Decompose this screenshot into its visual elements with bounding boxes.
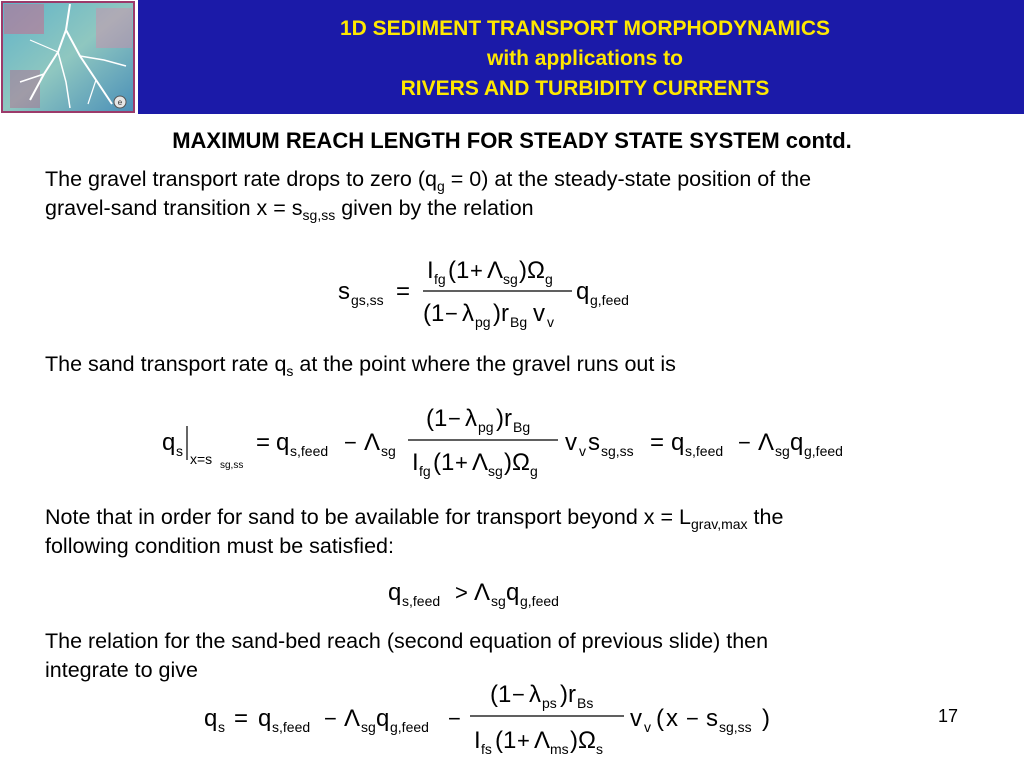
text-run: The sand transport rate q: [45, 352, 287, 376]
subscript: sg,ss: [302, 207, 336, 223]
eq-subscript: g,feed: [804, 443, 843, 459]
eq-subscript: sg: [775, 443, 790, 459]
eq-symbol: q: [576, 278, 590, 305]
eq-operator: >: [455, 580, 468, 605]
eq-symbol: q: [162, 429, 176, 456]
eq-subscript: sg,ss: [601, 443, 634, 459]
paragraph-line: integrate to give: [45, 658, 198, 682]
eq-symbol: λ: [465, 405, 477, 432]
header-line-3: RIVERS AND TURBIDITY CURRENTS: [400, 77, 770, 100]
eq-symbol: (: [448, 257, 456, 284]
eq-operator: =: [396, 278, 411, 305]
paragraph-line: [45, 532, 985, 561]
equation-sand-bed-reach: [200, 676, 800, 771]
eq-symbol: (: [426, 405, 434, 432]
text-run: = 0) at the steady-state position of the: [444, 167, 812, 191]
eq-symbol: (: [423, 300, 431, 327]
paragraph-gravel-rate: [45, 165, 985, 223]
eq-symbol: r: [504, 405, 512, 432]
river-delta-image: [0, 0, 138, 114]
eq-symbol: Λ: [758, 429, 775, 456]
eq-symbol: s: [588, 429, 600, 456]
eq-symbol: 1: [431, 300, 445, 327]
eq-operator: =: [256, 429, 271, 456]
equation-feed-condition: [385, 570, 605, 621]
eq-symbol: r: [501, 300, 509, 327]
logo-badge: e: [117, 98, 123, 107]
eq-subscript: v: [579, 443, 586, 459]
eq-operator: =: [234, 705, 249, 732]
text-run: at the point where the gravel runs out is: [293, 352, 676, 376]
eq-subscript: g: [545, 271, 553, 287]
eq-operator: −: [686, 706, 699, 731]
eq-symbol: Ω: [512, 449, 530, 476]
header-line-1: 1D SEDIMENT TRANSPORT MORPHODYNAMICS: [339, 17, 831, 40]
page-number: 17: [938, 706, 959, 726]
header-line-2: with applications to: [486, 47, 683, 70]
equation-transition-position: [330, 245, 660, 340]
eq-symbol: q: [506, 579, 520, 606]
eq-symbol: Λ: [474, 579, 491, 606]
paragraph-line: [45, 503, 985, 532]
eq-subscript: sg,ss: [220, 460, 244, 471]
subscript: s: [286, 363, 294, 379]
eq-symbol: ): [762, 705, 770, 732]
eq-operator: −: [445, 301, 458, 326]
eq-symbol: q: [790, 429, 804, 456]
eq-subscript: sg: [491, 593, 506, 609]
eq-symbol: ): [493, 300, 501, 327]
text-run: following condition must be satisfied:: [45, 534, 394, 558]
eq-operator: −: [512, 682, 525, 707]
eq-symbol: Ω: [578, 727, 596, 754]
eq-symbol: Λ: [472, 449, 489, 476]
eq-subscript: g: [530, 463, 538, 479]
eq-subscript: Bg: [513, 419, 531, 435]
eq-symbol: v: [630, 705, 642, 732]
eq-operator: −: [448, 706, 461, 731]
eq-operator: +: [470, 258, 483, 283]
eq-symbol: x: [666, 705, 678, 732]
eq-symbol: q: [276, 429, 290, 456]
paragraph-line: [45, 194, 985, 223]
text-run: the: [747, 505, 784, 529]
eq-subscript: pg: [478, 419, 494, 435]
eq-symbol: I: [427, 257, 434, 284]
eq-symbol: 1: [456, 257, 470, 284]
paragraph-line: [45, 350, 985, 379]
eq-symbol: q: [671, 429, 685, 456]
header-title: [150, 14, 1020, 104]
eq-subscript: s,feed: [685, 443, 724, 459]
eq-symbol: ): [504, 449, 512, 476]
eq-subscript: sg: [488, 463, 503, 479]
eq-subscript: fg: [434, 271, 446, 287]
eq-symbol: q: [388, 579, 402, 606]
eq-symbol: (: [656, 705, 664, 732]
eq-subscript: ps: [542, 695, 557, 711]
eq-symbol: 1: [498, 681, 512, 708]
eq-symbol: Λ: [364, 429, 381, 456]
text-run: gravel-sand transition x = s: [45, 196, 303, 220]
equation-sand-rate: [158, 400, 868, 495]
paragraph-line: [45, 165, 985, 194]
eq-subscript: v: [547, 314, 554, 330]
paragraph-line: The relation for the sand-bed reach (second equation of previous slide) then: [45, 629, 769, 653]
eq-symbol: s: [706, 705, 718, 732]
eq-symbol: Λ: [534, 727, 551, 754]
eq-symbol: λ: [462, 300, 474, 327]
eq-symbol: v: [565, 429, 577, 456]
eq-symbol: ): [570, 727, 578, 754]
eq-subscript: sg: [503, 271, 518, 287]
eq-symbol: Ω: [527, 257, 545, 284]
eq-subscript: Bs: [577, 695, 594, 711]
eq-symbol: s: [338, 278, 350, 305]
eq-subscript: s,feed: [272, 719, 311, 735]
eq-symbol: λ: [529, 681, 541, 708]
eq-operator: +: [517, 728, 530, 753]
eq-symbol: v: [533, 300, 545, 327]
eq-symbol: ): [496, 405, 504, 432]
eq-subscript: sg: [381, 443, 396, 459]
eq-symbol: Λ: [487, 257, 504, 284]
eq-subscript: sg,ss: [719, 719, 752, 735]
eq-subscript: ms: [550, 741, 569, 757]
text-run: Note that in order for sand to be available for transport beyond x = L: [45, 505, 691, 529]
eq-operator: −: [448, 406, 461, 431]
eq-symbol: (: [495, 727, 503, 754]
eq-symbol: q: [376, 705, 390, 732]
eq-operator: −: [344, 430, 357, 455]
paragraph-sand-condition: [45, 503, 985, 561]
eq-symbol: (: [433, 449, 441, 476]
course-logo: [0, 0, 138, 114]
eq-subscript: s: [176, 443, 183, 459]
eq-subscript: v: [644, 719, 651, 735]
eq-symbol: 1: [503, 727, 517, 754]
eq-operator: +: [455, 450, 468, 475]
eq-subscript: g,feed: [590, 292, 629, 308]
eq-subscript: x=s: [190, 451, 213, 467]
eq-symbol: 1: [441, 449, 455, 476]
subscript: g: [436, 178, 445, 194]
slide-title: MAXIMUM REACH LENGTH FOR STEADY STATE SYSTEM contd.: [172, 128, 852, 153]
paragraph-sand-rate: [45, 350, 985, 379]
eq-symbol: Λ: [344, 705, 361, 732]
eq-symbol: ): [519, 257, 527, 284]
eq-subscript: s: [596, 741, 603, 757]
eq-operator: −: [738, 430, 751, 455]
eq-subscript: s: [218, 719, 225, 735]
eq-symbol: I: [412, 449, 419, 476]
text-run: given by the relation: [335, 196, 534, 220]
subscript: grav,max: [691, 516, 748, 532]
eq-operator: −: [324, 706, 337, 731]
eq-subscript: sg: [361, 719, 376, 735]
eq-symbol: q: [258, 705, 272, 732]
eq-symbol: (: [490, 681, 498, 708]
eq-subscript: pg: [475, 314, 491, 330]
eq-operator: =: [650, 429, 665, 456]
eq-subscript: s,feed: [290, 443, 329, 459]
eq-symbol: ): [560, 681, 568, 708]
slide-header: [0, 0, 1024, 114]
text-run: The gravel transport rate drops to zero (q: [45, 167, 437, 191]
eq-subscript: g,feed: [520, 593, 559, 609]
eq-subscript: g,feed: [390, 719, 429, 735]
eq-subscript: fs: [481, 741, 492, 757]
eq-symbol: 1: [434, 405, 448, 432]
eq-subscript: s,feed: [402, 593, 441, 609]
eq-subscript: Bg: [510, 314, 528, 330]
eq-symbol: I: [474, 727, 481, 754]
eq-symbol: q: [204, 705, 218, 732]
eq-subscript: fg: [419, 463, 431, 479]
eq-subscript: gs,ss: [351, 292, 384, 308]
eq-symbol: r: [568, 681, 576, 708]
